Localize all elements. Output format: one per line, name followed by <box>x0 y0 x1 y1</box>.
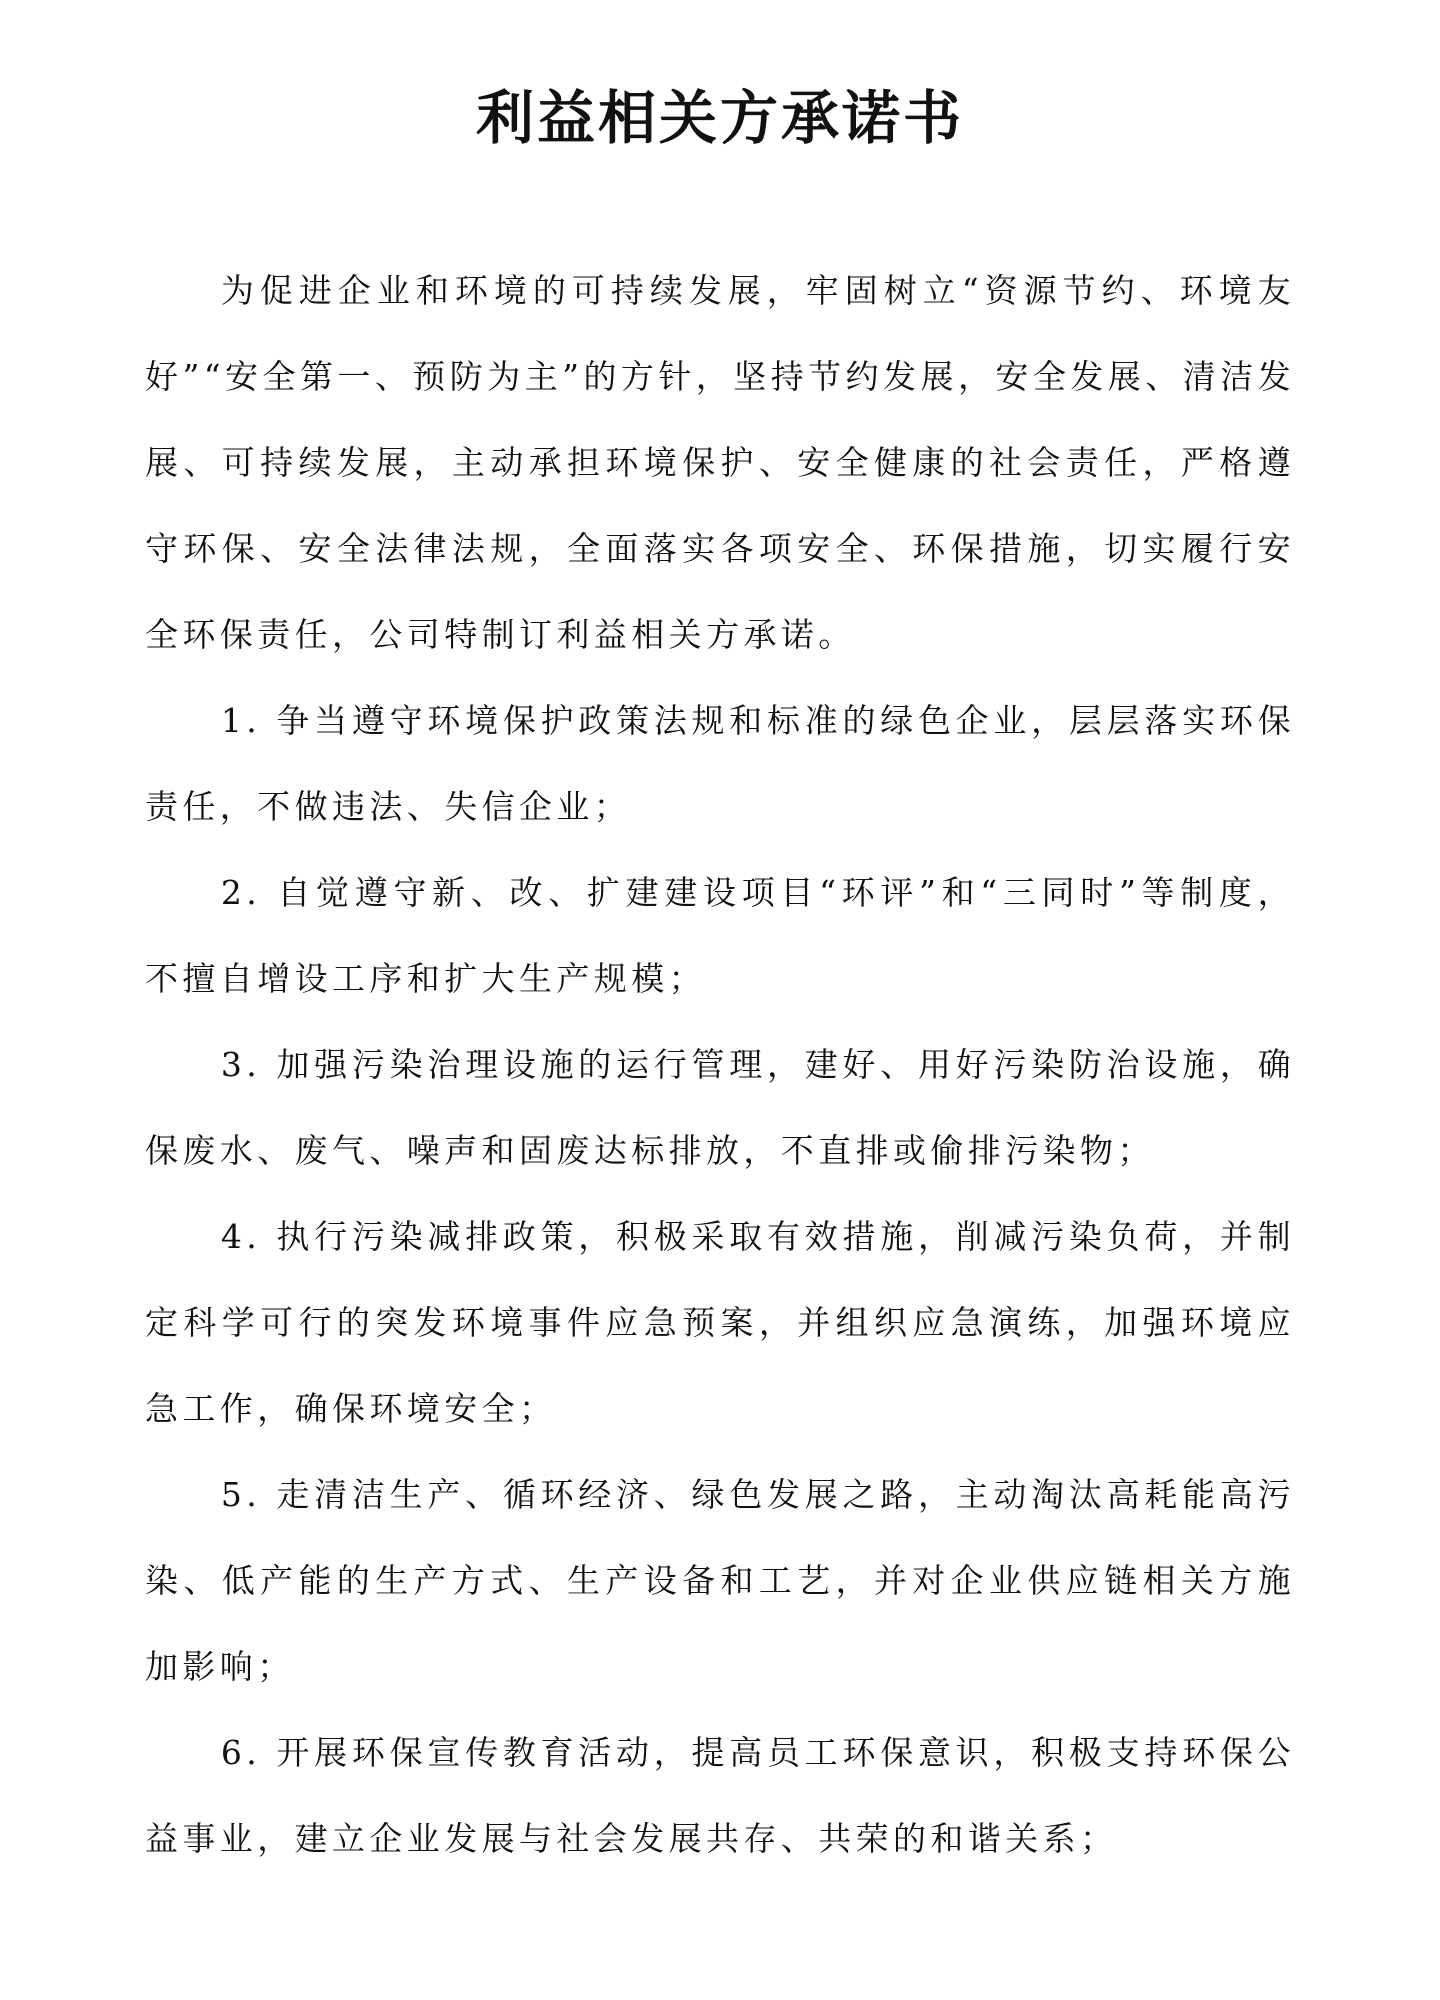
commitment-item-2: 2. 自觉遵守新、改、扩建建设项目“环评”和“三同时”等制度，不擅自增设工序和扩大生产规模； <box>145 873 1295 998</box>
document-title: 利益相关方承诺书 <box>475 84 964 152</box>
intro-paragraph: 为促进企业和环境的可持续发展，牢固树立“资源节约、环境友好”“安全第一、预防为主”的方针，坚持节约发展，安全发展、清洁发展、可持续发展，主动承担环境保护、安全健康的社会责任，严格遵守环保、安全法律法规，全面落实各项安全、环保措施，切实履行安全环保责任，公司特制订利益相关方承诺。 <box>145 271 1295 654</box>
commitment-item-3: 3. 加强污染治理设施的运行管理，建好、用好污染防治设施，确保废水、废气、噪声和固废达标排放，不直排或偷排污染物； <box>145 1045 1295 1170</box>
commitment-item-4: 4. 执行污染减排政策，积极采取有效措施，削减污染负荷，并制定科学可行的突发环境事件应急预案，并组织应急演练，加强环境应急工作，确保环境安全； <box>145 1217 1295 1428</box>
commitment-item-1: 1. 争当遵守环境保护政策法规和标准的绿色企业，层层落实环保责任，不做违法、失信企业； <box>145 701 1295 826</box>
commitment-item-6: 6. 开展环保宣传教育活动，提高员工环保意识，积极支持环保公益事业，建立企业发展与社会发展共存、共荣的和谐关系； <box>145 1733 1295 1858</box>
commitment-item-5: 5. 走清洁生产、循环经济、绿色发展之路，主动淘汰高耗能高污染、低产能的生产方式、生产设备和工艺，并对企业供应链相关方施加影响； <box>145 1475 1295 1686</box>
document-body <box>145 248 1295 1882</box>
